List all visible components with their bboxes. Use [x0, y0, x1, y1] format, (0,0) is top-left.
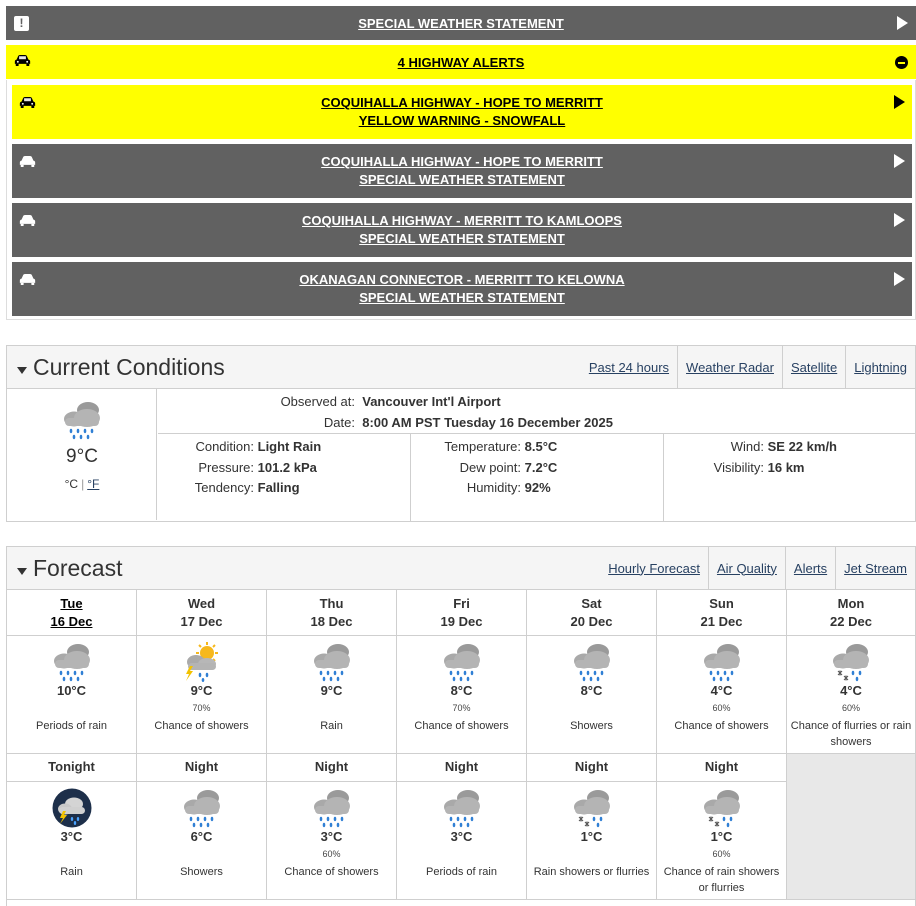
alert-route: COQUIHALLA HIGHWAY - MERRITT TO KAMLOOPS [302, 213, 622, 228]
alert-route: COQUIHALLA HIGHWAY - HOPE TO MERRITT [321, 95, 603, 110]
forecast-day-header[interactable] [267, 590, 397, 636]
humidity-label: Humidity: [466, 480, 521, 495]
day-name: Sun [709, 596, 734, 611]
forecast-day-header[interactable] [7, 590, 137, 636]
forecast-low-temp: 3°C [320, 829, 343, 844]
tendency-label: Tendency: [194, 480, 254, 495]
forecast-summary: Showers [180, 866, 223, 878]
forecast-day-header[interactable] [397, 590, 527, 636]
fahrenheit-link[interactable]: °F [87, 477, 100, 491]
temperature-value: 8.5°C [524, 439, 558, 454]
precip-probability: 60% [712, 703, 731, 713]
night-label: Tonight [48, 759, 95, 774]
forecast-summary: Rain showers or flurries [533, 866, 650, 878]
forecast-low-temp: 1°C [580, 829, 603, 844]
forecast-night-cell[interactable] [657, 782, 787, 900]
lightning-link[interactable]: Lightning [845, 346, 915, 388]
highway-alert-item[interactable] [12, 262, 912, 316]
condition-row [158, 439, 321, 454]
rain-snow-cloud-icon [570, 788, 614, 828]
forecast-low-temp: 6°C [190, 829, 213, 844]
tendency-value: Falling [257, 480, 300, 495]
current-conditions-header [7, 346, 915, 389]
wind-row [664, 439, 837, 454]
forecast-night-cell[interactable] [397, 782, 527, 900]
forecast-night-header [7, 754, 137, 782]
sun-cloud-rain-lightning-icon [180, 642, 224, 682]
temperature-row [411, 439, 557, 454]
dewpoint-label: Dew point: [459, 460, 521, 475]
day-date: 19 Dec [440, 614, 483, 629]
rain-cloud-icon [180, 788, 224, 828]
pressure-label: Pressure: [198, 460, 254, 475]
dewpoint-value: 7.2°C [524, 460, 558, 475]
date-label: Date: [323, 415, 355, 430]
day-date: 18 Dec [310, 614, 353, 629]
day-label [267, 590, 396, 631]
rain-cloud-icon [310, 788, 354, 828]
night-label: Night [574, 759, 609, 774]
rain-cloud-icon [440, 788, 484, 828]
forecast-summary: Periods of rain [426, 866, 497, 878]
forecast-panel [6, 546, 916, 906]
day-label [657, 590, 786, 631]
night-label: Night [184, 759, 219, 774]
car-icon [14, 54, 31, 70]
temperature-label: Temperature: [444, 439, 521, 454]
alert-route: OKANAGAN CONNECTOR - MERRITT TO KELOWNA [299, 272, 625, 287]
forecast-high-temp: 10°C [56, 683, 87, 698]
alert-type: SPECIAL WEATHER STATEMENT [359, 172, 565, 187]
alerts-link[interactable]: Alerts [785, 547, 835, 589]
special-weather-statement-alert[interactable] [6, 6, 916, 40]
section-title: Forecast [33, 555, 123, 581]
car-icon [19, 155, 36, 173]
current-conditions-panel [6, 345, 916, 522]
day-name: Tue [60, 596, 83, 611]
forecast-day-header[interactable] [527, 590, 657, 636]
tendency-row [158, 480, 300, 495]
day-label [397, 590, 526, 631]
day-name: Sat [581, 596, 602, 611]
observed-at-row [267, 394, 501, 409]
forecast-night-header [267, 754, 397, 782]
forecast-high-temp: 9°C [190, 683, 213, 698]
observed-value: Vancouver Int'l Airport [362, 394, 501, 409]
forecast-summary: Rain [320, 720, 343, 732]
forecast-day-cell[interactable] [657, 636, 787, 754]
forecast-day-header[interactable] [137, 590, 267, 636]
forecast-day-cell[interactable] [397, 636, 527, 754]
forecast-summary: Showers [570, 720, 613, 732]
forecast-summary: Chance of showers [284, 866, 379, 878]
rain-snow-cloud-icon [829, 642, 873, 682]
day-name: Mon [837, 596, 865, 611]
alert-type: SPECIAL WEATHER STATEMENT [359, 231, 565, 246]
forecast-summary: Rain [60, 866, 83, 878]
day-date: 22 Dec [830, 614, 872, 629]
expand-arrow-icon [894, 272, 905, 291]
forecast-high-temp: 8°C [450, 683, 473, 698]
day-label [527, 590, 656, 631]
pressure-row [158, 460, 317, 475]
rain-snow-cloud-icon [700, 788, 744, 828]
precip-probability: 60% [322, 849, 341, 859]
highway-alert-item[interactable] [12, 85, 912, 139]
condition-value: Light Rain [257, 439, 322, 454]
weather-radar-link[interactable]: Weather Radar [677, 346, 782, 388]
precip-probability: 70% [192, 703, 211, 713]
rain-cloud-icon [440, 642, 484, 682]
forecast-grid [7, 590, 915, 900]
forecast-summary: Chance of rain showers or flurries [663, 866, 780, 894]
car-icon [19, 214, 36, 232]
forecast-night-header [397, 754, 527, 782]
precip-probability: 70% [452, 703, 471, 713]
visibility-value: 16 km [767, 460, 805, 475]
date-row [267, 415, 613, 430]
celsius-unit: °C [64, 477, 79, 491]
condition-label: Condition: [195, 439, 254, 454]
observed-label: Observed at: [280, 394, 355, 409]
unit-switch: °C | °F [64, 477, 100, 491]
forecast-high-temp: 8°C [580, 683, 603, 698]
expand-arrow-icon [894, 213, 905, 232]
forecast-day-cell[interactable] [137, 636, 267, 754]
caret-down-icon [17, 367, 27, 374]
night-label: Night [704, 759, 739, 774]
alert-route: COQUIHALLA HIGHWAY - HOPE TO MERRITT [321, 154, 603, 169]
air-quality-link[interactable]: Air Quality [708, 547, 785, 589]
humidity-row [411, 480, 551, 495]
wind-label: Wind: [730, 439, 764, 454]
day-label [787, 590, 915, 631]
alert-type: SPECIAL WEATHER STATEMENT [359, 290, 565, 305]
day-name: Fri [453, 596, 470, 611]
current-conditions-toggle[interactable] [17, 354, 225, 381]
forecast-day-header[interactable] [787, 590, 916, 636]
date-value: 8:00 AM PST Tuesday 16 December 2025 [362, 415, 613, 430]
empty-night-cell [787, 754, 916, 900]
forecast-day-cell[interactable] [7, 636, 137, 754]
current-summary [7, 389, 157, 520]
forecast-night-header [137, 754, 267, 782]
day-date: 21 Dec [700, 614, 743, 629]
forecast-toggle[interactable] [17, 555, 122, 582]
forecast-night-cell[interactable] [267, 782, 397, 900]
rain-cloud-icon [570, 642, 614, 682]
highway-alert-item[interactable] [12, 144, 912, 198]
exclamation-icon: ! [14, 15, 29, 31]
rain-cloud-icon [310, 642, 354, 682]
highway-alert-item[interactable] [12, 203, 912, 257]
precip-probability: 60% [712, 849, 731, 859]
forecast-summary: Periods of rain [36, 720, 107, 732]
visibility-row [664, 460, 805, 475]
day-label [7, 590, 136, 631]
night-label: Night [444, 759, 479, 774]
dewpoint-row [411, 460, 557, 475]
highway-alerts-label: 4 HIGHWAY ALERTS [397, 54, 525, 70]
forecast-day-cell[interactable] [527, 636, 657, 754]
day-date: 20 Dec [570, 614, 613, 629]
humidity-value: 92% [524, 480, 551, 495]
forecast-high-temp: 4°C [840, 683, 862, 698]
forecast-day-header[interactable] [657, 590, 787, 636]
day-date: 16 Dec [50, 614, 93, 629]
highway-alerts-list [6, 80, 916, 320]
forecast-high-temp: 9°C [320, 683, 343, 698]
forecast-summary: Chance of showers [154, 720, 249, 732]
expand-arrow-icon [894, 95, 905, 114]
hourly-forecast-link[interactable]: Hourly Forecast [608, 560, 700, 576]
rain-cloud-icon [700, 642, 744, 682]
forecast-high-temp: 4°C [710, 683, 733, 698]
satellite-link[interactable]: Satellite [782, 346, 845, 388]
day-label [137, 590, 266, 631]
forecast-night-header [657, 754, 787, 782]
forecast-night-header [527, 754, 657, 782]
expand-arrow-icon [894, 154, 905, 173]
caret-down-icon [17, 568, 27, 575]
night-storm-icon [50, 788, 94, 828]
forecast-day-cell[interactable] [267, 636, 397, 754]
alert-label: SPECIAL WEATHER STATEMENT [358, 15, 564, 31]
jet-stream-link[interactable]: Jet Stream [835, 547, 915, 589]
expand-arrow-icon [897, 16, 908, 33]
day-name: Thu [319, 596, 344, 611]
forecast-night-cell[interactable] [7, 782, 137, 900]
car-icon [19, 273, 36, 291]
rain-cloud-icon [60, 399, 104, 441]
visibility-label: Visibility: [713, 460, 764, 475]
collapse-icon [895, 56, 908, 72]
forecast-header [7, 547, 915, 590]
forecast-night-cell[interactable] [527, 782, 657, 900]
current-temperature: 9°C [66, 446, 98, 467]
rain-cloud-icon [50, 642, 94, 682]
forecast-low-temp: 1°C [710, 829, 733, 844]
forecast-day-cell[interactable] [787, 636, 916, 754]
forecast-low-temp: 3°C [450, 829, 473, 844]
forecast-summary: Chance of showers [674, 720, 769, 732]
highway-alerts-header[interactable] [6, 45, 916, 79]
precip-probability: 60% [841, 703, 860, 713]
pressure-value: 101.2 kPa [257, 460, 317, 475]
section-title: Current Conditions [33, 354, 225, 380]
car-icon [19, 96, 36, 114]
night-label: Night [314, 759, 349, 774]
alert-type: YELLOW WARNING - SNOWFALL [358, 113, 566, 128]
forecast-summary: Chance of showers [414, 720, 509, 732]
day-date: 17 Dec [180, 614, 223, 629]
forecast-summary: Chance of flurries or rain showers [790, 720, 912, 748]
wind-value: SE 22 km/h [767, 439, 837, 454]
day-name: Wed [187, 596, 216, 611]
forecast-night-cell[interactable] [137, 782, 267, 900]
past-24-hours-link[interactable]: Past 24 hours [588, 359, 670, 375]
forecast-low-temp: 3°C [60, 829, 83, 844]
